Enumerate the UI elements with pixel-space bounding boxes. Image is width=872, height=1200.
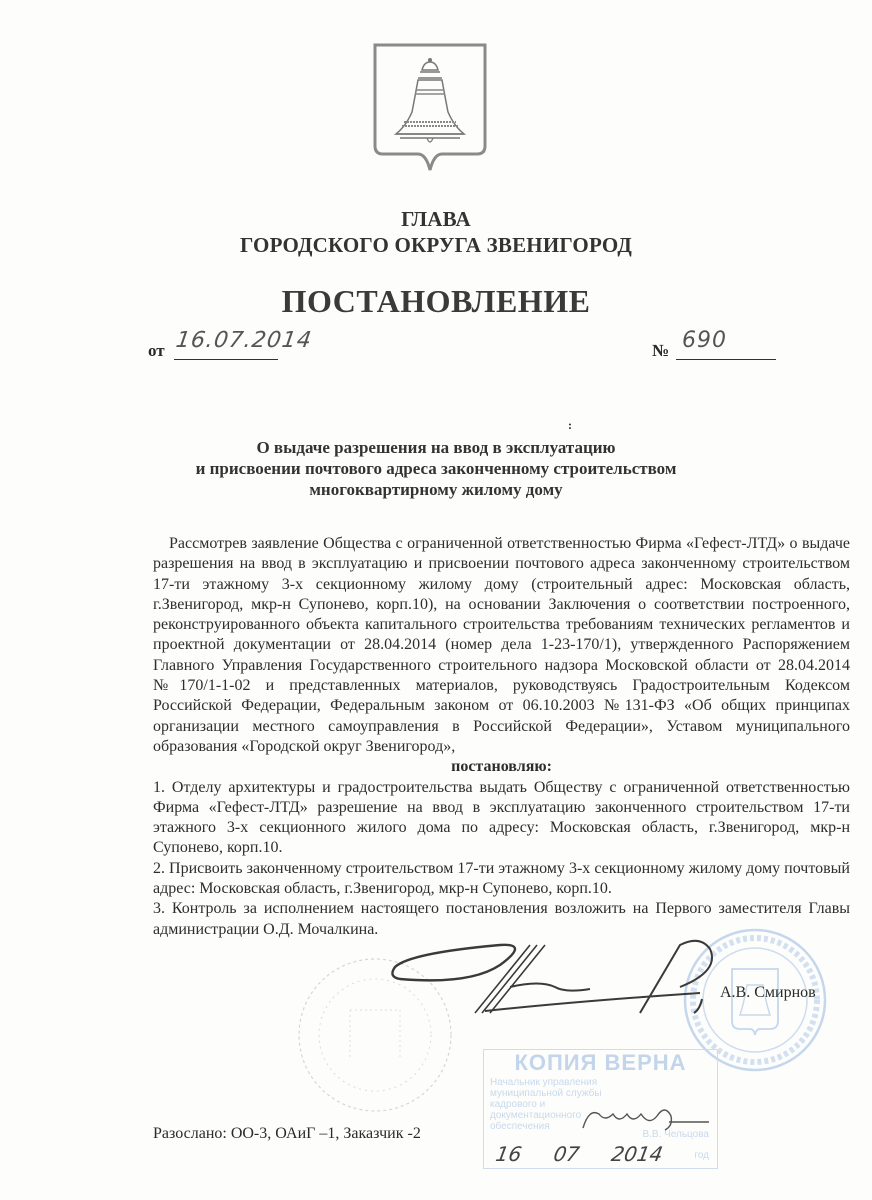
stamp-date-day: 16 <box>493 1142 524 1166</box>
decree-item-1: 1. Отделу архитектуры и градостроительства выдать Обществу с ограниченной ответственностью Фирма «Гефест-ЛТД» разрешение на ввод в эксплуатацию законченного строительством 17-ти этажного 3-х секционного жилого дома по адресу: Московская область, г.Звенигород, мкр-н Супонево, корп.10. <box>153 778 850 857</box>
subject-line: О выдаче разрешения на ввод в эксплуатацию <box>256 438 616 457</box>
stamp-line: муниципальной службы <box>490 1088 602 1099</box>
stamp-date-year: 2014 <box>609 1142 665 1166</box>
stamp-line: Начальник управления <box>490 1077 598 1088</box>
decree-item-3: 3. Контроль за исполнением настоящего постановления возложить на Первого заместителя Главы администрации О.Д. Мочалкина. <box>153 900 850 938</box>
authority-subtitle: ГОРОДСКОГО ОКРУГА ЗВЕНИГОРОД <box>240 233 632 257</box>
stamp-official-name: В.В. Чельцова <box>642 1129 709 1140</box>
stamp-line: документационного <box>490 1110 582 1121</box>
subject-line: многоквартирному жилому дому <box>309 480 563 499</box>
signatory-name: А.В. Смирнов <box>720 984 816 1001</box>
handwritten-date: 16.07.2014 <box>174 328 314 353</box>
decree-item-2: 2. Присвоить законченному строительством 17-ти этажному 3-х секционному жилому дому почтовый адрес: Московская область, г.Звенигород, мкр-н Супонево, корп.10. <box>153 859 850 898</box>
document-type: ПОСТАНОВЛЕНИЕ <box>281 283 591 319</box>
preamble-paragraph: Рассмотрев заявление Общества с ограниченной ответственностью Фирма «Гефест-ЛТД» о выдаче разрешения на ввод в эксплуатацию и присвоении почтового адреса законченному строительством 17-ти этажному 3-х секционному жилому дому (строительный адрес: Московская область, г.Звенигород, мкр-н Супонево, корп.10), на основании Заключения о соответствии построенного, реконструированного объекта капитального строительства требованиям технических регламентов и проектной документации от 28.04.2014 (номер дела 1-23-170/1), утвержденного Распоряжением Главного Управления Государственного строительного надзора Московской области от 28.04.2014 №170/1-1-02 и представленных материалов, руководствуясь Градостроительным Кодексом Российской Федерации, Федеральным законом от 06.10.2003 №131-ФЗ «Об общих принципах организации местного самоуправления в Российской Федерации», Уставом муниципального образования «Городской округ Звенигород», <box>153 535 850 755</box>
bell-coat-of-arms-icon <box>372 42 488 174</box>
stamp-date-month: 07 <box>551 1142 582 1166</box>
stamp-signature <box>579 1100 719 1136</box>
authority-title: ГЛАВА <box>401 207 471 231</box>
stamp-handwritten-date <box>494 1142 708 1166</box>
stamp-line: кадрового и <box>490 1099 546 1110</box>
subject-heading <box>0 437 872 500</box>
number-underline <box>676 359 776 360</box>
signature <box>380 935 720 1025</box>
stamp-line: обеспечения <box>490 1121 550 1132</box>
number-label: № <box>652 341 670 360</box>
handwritten-number: 690 <box>682 328 727 353</box>
decree-word: постановляю: <box>451 758 552 776</box>
copy-certified-stamp <box>483 1049 718 1169</box>
stamp-title: КОПИЯ ВЕРНА <box>514 1050 687 1075</box>
subject-line: и присвоении почтового адреса законченному строительством <box>195 459 677 478</box>
stray-mark: : <box>568 418 572 432</box>
distribution-list: Разослано: ОО-3, ОАиГ –1, Заказчик -2 <box>153 1125 421 1142</box>
coat-of-arms <box>372 42 488 174</box>
stamp-year-suffix: год <box>694 1150 709 1161</box>
document-body <box>153 534 850 940</box>
date-underline <box>174 359 278 360</box>
date-label: от <box>148 341 165 360</box>
